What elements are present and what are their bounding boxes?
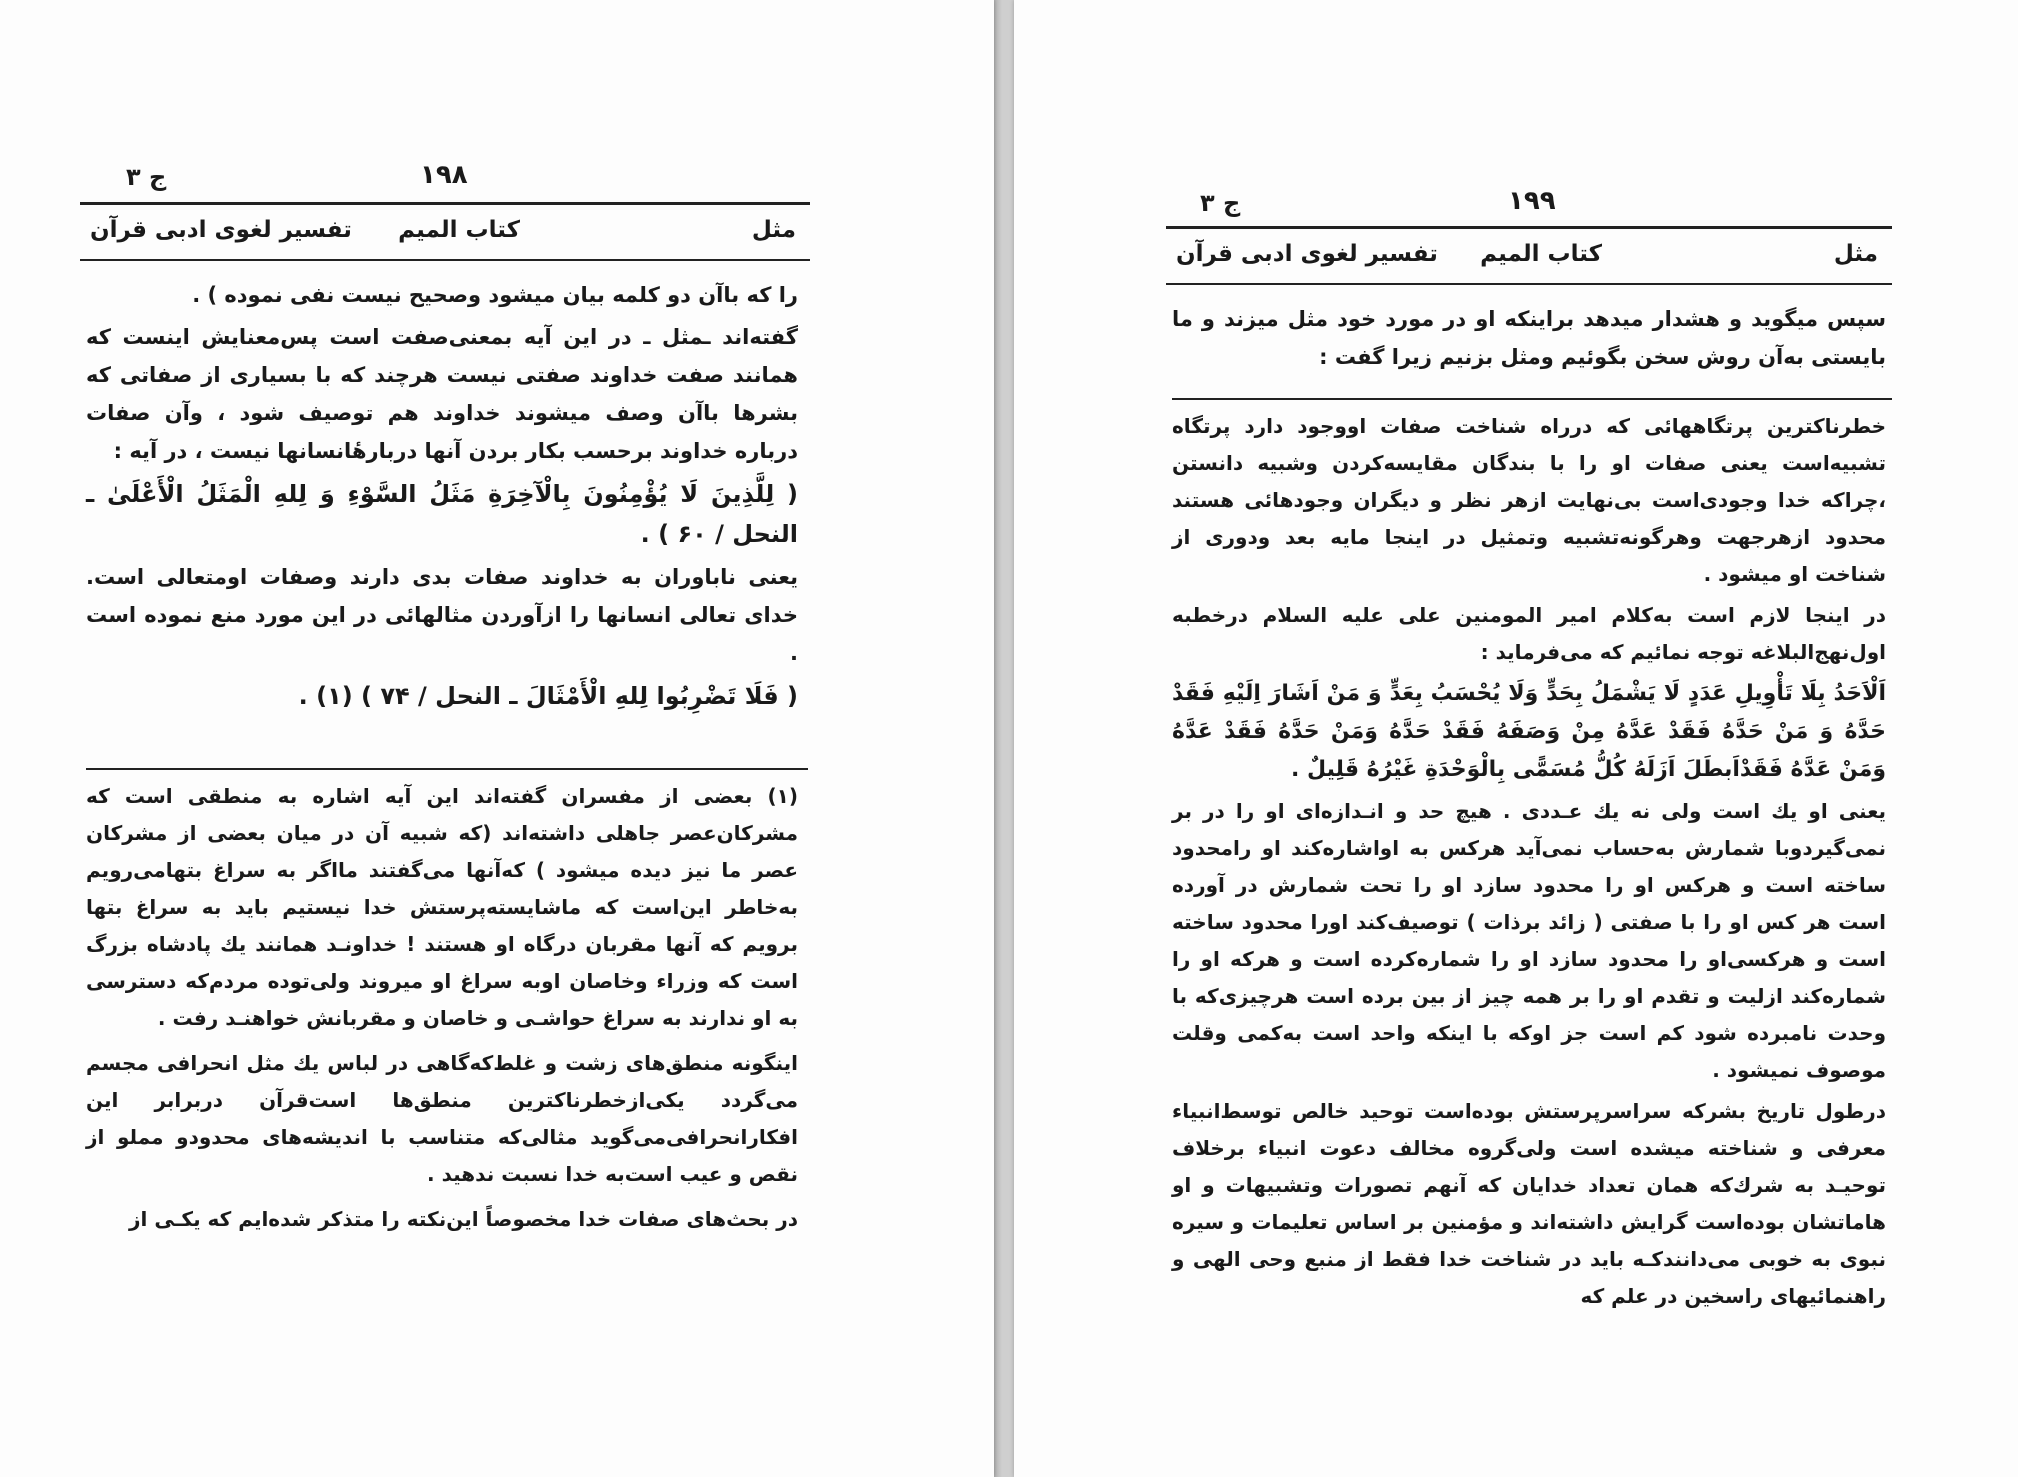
running-header — [1166, 226, 1892, 285]
main-text — [86, 276, 798, 720]
quran-verse: ( فَلَا تَضْرِبُوا لِلهِ الْأَمْثَالَ ـ النحل / ۷۴ ) (۱) . — [298, 682, 798, 710]
paragraph: يعنى او يك است ولى نه يك عـددى . هيچ حد و انـدازه‌اى او را در بر نمى‌گيردوبا شمارش به‌حساب نمى‌آيد هركس به اواشاره‌كند او رامحدود ساخته است و هركس او را محدود سازد او را تحت شمارش در آورده است هر كس او را با صفتى ( زائد برذات ) توصيف‌كند اورا محدود ساخته است و هركسى‌او را محدود سازد او را شماره‌كرده است و هركه او را شماره‌كند ازليت و تقدم او را بر همه چيز از بين برده است هرچيزى‌كه با وحدت نامبرده شود كم است جز اوكه با اينكه واحد است به‌كمى وقلت موصوف نميشود . — [1172, 799, 1886, 1082]
volume-label: ج ۳ — [1200, 189, 1241, 217]
paragraph: سپس ميگويد و هشدار ميدهد براينكه او در مورد خود مثل ميزند و ما بايستى به‌آن روش سخن بگوئيم ومثل بزنيم زيرا گفت : — [1172, 307, 1886, 369]
gutter-shadow — [994, 0, 1002, 1477]
intro-text — [1172, 300, 1886, 380]
section-divider — [1172, 398, 1892, 400]
paragraph: گفته‌اند ـمثل ـ در اين آيه بمعنى‌صفت است پس‌معنايش اينست كه همانند صفت خداوند صفتى نيست هرچند كه با بسيارى از صفاتى كه بشرها باآن وصف ميشوند خداوند هم توصيف شود ، وآن صفات درباره خداوند برحسب بكار بردن آنها دربارهٔانسانها نيست ، در آيه : — [86, 325, 798, 463]
header-book-title: كتاب الميم — [1480, 241, 1602, 267]
hadith-quote: اَلْاَحَدُ بِلَا تَأْوِيلِ عَدَدٍ لَا يَشْمَلُ بِحَدٍّ وَلَا يُحْسَبُ بِعَدٍّ وَ مَنْ اَشَارَ اِلَيْهِ فَقَدْ حَدَّهُ وَ مَنْ حَدَّهُ فَقَدْ عَدَّهُ مِنْ وَصَفَهُ فَقَدْ حَدَّهُ وَمَنْ حَدَّهُ فَقَدْ عَدَّهُ وَمَنْ عَدَّهُ فَقَدْاَبطَلَ اَزَلَهُ كُلُّ مُسَمًّى بِالْوَحْدَةِ غَيْرُهُ قَلِيلٌ . — [1172, 681, 1886, 782]
header-series-title: تفسير لغوى ادبى قرآن — [90, 217, 352, 243]
volume-label: ج ۳ — [126, 163, 167, 191]
paragraph: درطول تاريخ بشركه سراسرپرستش بوده‌است توحيد خالص توسط‌انبياء معرفى و شناخته ميشده است ولى‌گروه مخالف دعوت انبياء برخلاف توحيـد به شرك‌كه همان تعداد خدايان كه آنهم تصورات وتشبيهات و او هاماتشان بوده‌است گرايش داشته‌اند و مؤمنين بر اساس تعليمات و سيره نبوى به خوبى مى‌دانندكـه بايد در شناخت خدا فقط از منبع وحى الهى و راهنمائيهاى راسخين در علم كه — [1172, 1099, 1886, 1308]
footnote-divider — [86, 768, 808, 770]
footnote-paragraph: اينگونه منطق‌هاى زشت و غلط‌كه‌گاهى در لباس يك مثل انحرافى مجسم مى‌گردد يكى‌ازخطرناكترين منطق‌ها است‌قرآن دربرابر اين افكارانحرافى‌مى‌گويد مثالى‌كه متناسب با انديشه‌هاى محدودو مملو از نقص و عيب است‌به خدا نسبت ندهيد . — [86, 1051, 798, 1186]
running-header — [80, 202, 810, 261]
paragraph: در اينجا لازم است به‌كلام امير المومنين على عليه السلام درخطبه اول‌نهج‌البلاغه توجه نمائيم كه مى‌فرمايد : — [1172, 603, 1886, 664]
page-number: ۱۹۹ — [1508, 186, 1556, 216]
paragraph: را كه باآن دو كلمه بيان ميشود وصحيح نيست نفى نموده ) . — [192, 283, 798, 307]
header-series-title: تفسير لغوى ادبى قرآن — [1176, 241, 1438, 267]
footnote-paragraph: در بحث‌هاى صفات خدا مخصوصاً اين‌نكته را متذكر شده‌ايم كه يكـى از — [129, 1207, 798, 1231]
quran-verse: ( لِلَّذِينَ لَا يُؤْمِنُونَ بِالْآخِرَةِ مَثَلُ السَّوْءِ وَ لِلهِ الْمَثَلُ الْأَعْلَىٰ ـ النحل / ۶۰ ) . — [86, 480, 798, 548]
header-book-title: كتاب الميم — [398, 217, 520, 243]
left-page — [0, 0, 994, 1477]
main-text — [1172, 408, 1886, 1319]
page-number: ۱۹۸ — [420, 160, 468, 190]
header-word: مثل — [751, 217, 796, 243]
header-word: مثل — [1833, 241, 1878, 267]
right-page — [1014, 0, 2018, 1477]
footnotes — [86, 778, 798, 1246]
paragraph: يعنى ناباوران به خداوند صفات بدى دارند وصفات اومتعالى است. خداى تعالى انسانها را ازآوردن مثالهائى در اين مورد منع نموده است . — [86, 565, 798, 665]
footnote-paragraph: (۱) بعضى از مفسران گفته‌اند اين آيه اشاره به منطقى است كه مشركان‌عصر جاهلى داشته‌اند (كه شبيه آن در ميان بعضى از مشركان عصر ما نيز ديده ميشود ) كه‌آنها مى‌گفتند مااگر به سراغ بتهامى‌رويم به‌خاطر اين‌است كه ماشايسته‌پرستش خدا نيستيم بايد به سراغ بتها برويم كه آنها مقربان درگاه او هستند ! خداونـد همانند يك پادشاه بزرگ است كه وزراء وخاصان اوبه سراغ او ميروند ولى‌توده مردم‌كه دسترسى به او ندارند به سراغ حواشـى و خاصان و مقربانش خواهنـد رفت . — [86, 784, 798, 1030]
paragraph: خطرناكترين پرتگاههائى كه درراه شناخت صفات اووجود دارد پرتگاه تشبيه‌است يعنى صفات او را با بندگان مقايسه‌كردن وشبيه دانستن ،چراكه خدا وجودى‌است بى‌نهايت ازهر نظر و ديگران وجودهائى هستند محدود ازهرجهت وهرگونه‌تشبيه وتمثيل در اينجا مايه بعد ودورى از شناخت او ميشود . — [1172, 414, 1886, 586]
